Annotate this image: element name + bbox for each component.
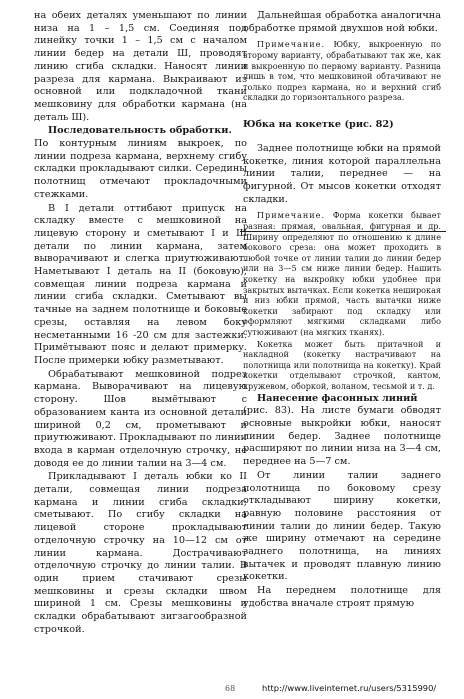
left-column: [34, 10, 247, 636]
paragraph: Дальнейшая обработка аналогична обработке прямой двухшов ной юбки.: [243, 10, 441, 34]
note-label: Примечание.: [257, 39, 326, 50]
page-number: 68: [225, 684, 236, 693]
note-text: Форма кокетки бывает разная: прямая, овальная, фигурная и др. Ширину определяют по отношению к длине бокового среза: она может проходить в любой точке от линии талии до линии бедер или на 3—5 см ниже линии бедер. Нашить кокетку на выкройку юбки удобнее при закрытых вытачках. Если кокетка неширокая и низ юбки прямой, часть вытачки ниже кокетки забирают под складку или оформляют мягкими складками либо сутюживают (на мягких тканях).: [243, 210, 442, 338]
paragraph: На переднем полотнище для удобства вначале строят прямую: [243, 585, 441, 609]
paragraph: Заднее полотнище юбки на прямой кокетке, линия которой параллельна линии талии, переднее — на фигурной. От мысов кокетки отходят складки.: [243, 142, 441, 205]
note-paragraph: Кокетка может быть притачной и накладной (кокетку настрачивают на полотнища или полотнища на кокетку). Край кокетки отделывают строчкой, кантом, кружевом, оборкой, воланом, тесьмой и т. д.: [243, 338, 441, 391]
note-paragraph: [243, 39, 441, 103]
right-column: [243, 10, 441, 611]
paragraph: Обрабатывают мешковиной подрез кармана. Выворачивают на лицевую сторону. Шов вымётывают с образованием канта из основной детали шириной 0,2 см, прометывают и приутюживают. Прокладывают по линии входа в карман отделочную строчку, не доводя ее до линии талии на 3—4 см.: [34, 368, 247, 469]
note-paragraph: [243, 210, 441, 337]
note-text: Юбку, выкроенную по второму варианту, обрабатывают так же, как и выкроенную по первому варианту. Разница лишь в том, что мешковиной обтачивают не только подрез кармана, но и верхний сгиб складки до горизонтального разреза.: [243, 39, 441, 103]
divider-line: [240, 231, 446, 232]
section-title: Юбка на кокетке (рис. 82): [243, 118, 394, 130]
section-heading: Последовательность обработки.: [48, 125, 232, 137]
source-url: http://www.liveinternet.ru/users/5315990/: [262, 683, 437, 693]
paragraph: От линии талии заднего полотнища по боковому срезу откладывают ширину кокетки, равную половине расстояния от линии талии до линии бедер. Такую же ширину отмечают на середине заднего полотнища, на линиях вытачек и проводят плавную линию кокетки.: [243, 469, 441, 583]
paragraph: В I детали оттибают припуск на складку вместе с мешковиной на лицевую сторону и сметывают I и Ш детали по линии кармана, затем выворачивают и слегка приутюживают. Наметывают I деталь на II (боковую), совмещая линии подреза кармана и линии сгиба складки. Сметывают вы тачные на заднем полотнище и боковые срезы, оставляя на левом боку несметанными 16 -20 см для застежки. Примётывают пояс и делают примерку. После примерки юбку разметывают.: [34, 202, 247, 366]
note-label: Примечание.: [257, 210, 326, 221]
paragraph: Прикладывают I деталь юбки ко II детали, совмещая линии подреза кармана и линии сгиба складки; сметывают. По сгибу складки на лицевой стороне прокладывают отделочную строчку на 10—12 см от линии кармана. Дострачивают отделочную строчку до линии талии. В один прием стачивают срезы мешковины и срезы складки швом шириной 1 см. Срезы мешковины и складки обрабатывают зигзагообразной строчкой.: [34, 471, 247, 635]
section-heading: Нанесение фасонных линий: [257, 392, 418, 404]
paragraph: на обеих деталях уменьшают по линии низа на 1 – 1,5 см. Соединяя под линейку точки 1 – 1,5 см с началом линии бедер на детали Ш, проводят линию сгиба складки. Наносят линии разреза для кармана. Выкраивают из основной или подкладочной ткани мешковину для обработки кармана (на деталь Ш).: [34, 10, 247, 123]
paragraph: По контурным линиям выкроек, по линии подреза кармана, верхнему сгибу складки прокладывают силки. Середины полотнищ отмечают прокладочными стежками.: [34, 138, 247, 200]
paragraph: (рис. 83). На листе бумаги обводят основные выкройки юбки, наносят линии бедер. Заднее полотнище расширяют по линии низа на 3—4 см, переднее на 5—7 см.: [243, 405, 441, 468]
